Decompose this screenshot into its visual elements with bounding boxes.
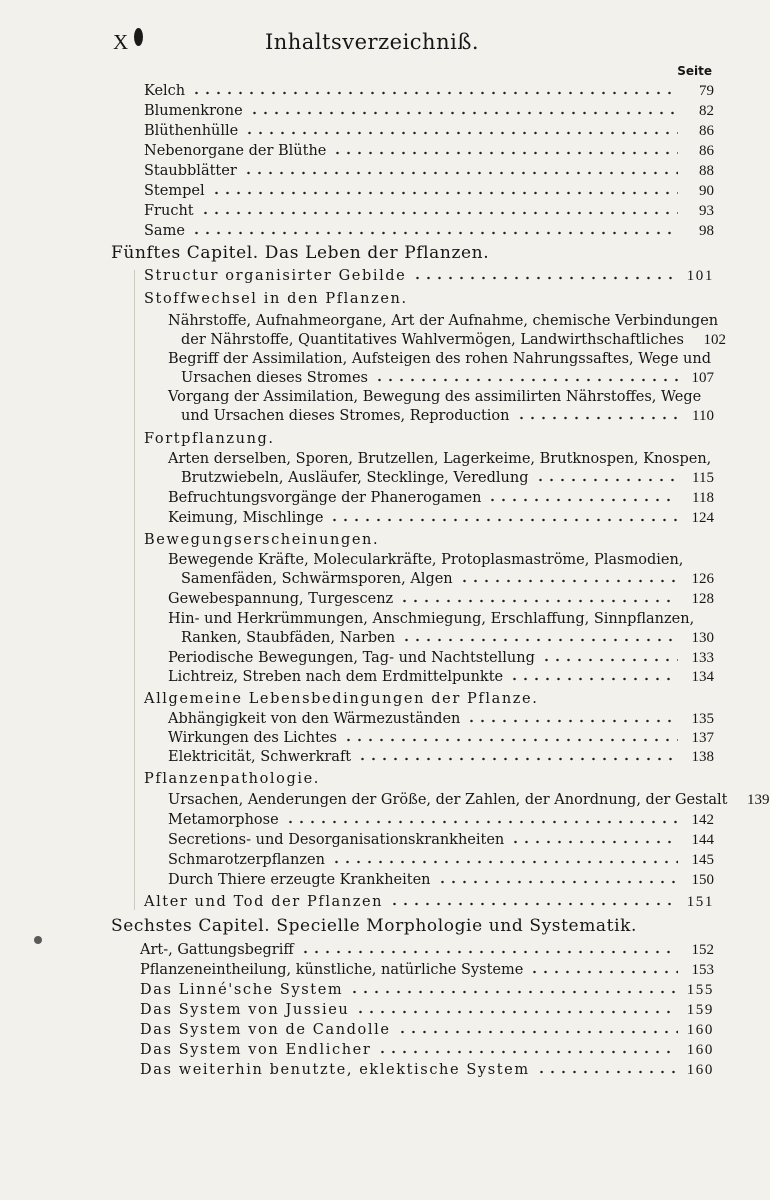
dot-leader (536, 1069, 678, 1075)
toc-entry (168, 746, 714, 766)
toc-entry-page: 153 (691, 962, 714, 978)
dot-leader (529, 969, 678, 975)
toc-section-entry (140, 999, 714, 1019)
dot-leader (211, 190, 678, 196)
dot-leader (329, 517, 678, 523)
toc-entry-page: 160 (686, 1042, 714, 1058)
dot-leader (643, 925, 678, 931)
toc-entry-title: Allgemeine Lebensbedingungen der Pflanze. (144, 691, 539, 707)
toc-entry-title: Metamorphose (168, 812, 279, 828)
toc-entry-title: Arten derselben, Sporen, Brutzellen, Lagerkeime, Brutknospen, Knospen, (168, 451, 712, 467)
toc-entry-page: 90 (699, 183, 714, 199)
toc-entry-title: Frucht (144, 203, 194, 219)
toc-section-entry (140, 979, 714, 999)
toc-entry-page: 124 (691, 510, 714, 526)
toc-entry-page: 155 (686, 982, 714, 998)
toc-entry-page: 142 (691, 812, 714, 828)
toc-entry-title: Brutzwiebeln, Ausläufer, Stecklinge, Veredlung (181, 470, 529, 486)
toc-entry-page: 139 (747, 792, 770, 808)
toc-entry (144, 80, 714, 100)
toc-entry (181, 329, 726, 349)
toc-entry (144, 140, 714, 160)
toc-entry (144, 100, 714, 120)
toc-section-entry (144, 529, 714, 549)
toc-section-entry (140, 1039, 714, 1059)
toc-entry (144, 180, 714, 200)
toc-entry (168, 789, 770, 809)
toc-entry-title: Same (144, 223, 185, 239)
toc-entry-page: 79 (699, 83, 714, 99)
toc-entry (168, 487, 714, 507)
toc-entry-page: 152 (691, 942, 714, 958)
toc-entry-title: Kelch (144, 83, 186, 99)
toc-entry-page: 102 (703, 332, 726, 348)
toc-entry-page: 151 (686, 894, 714, 910)
toc-entry (181, 405, 714, 425)
toc-section-entry (144, 688, 714, 708)
toc-entry-title: Secretions- und Desorganisationskrankheiten (168, 832, 505, 848)
toc-entry-title: Gewebespannung, Turgescenz (168, 591, 394, 607)
toc-entry-page: 159 (686, 1002, 714, 1018)
toc-entry-page: 86 (699, 143, 714, 159)
toc-entry-title: Nährstoffe, Aufnahmeorgane, Art der Aufnahme, chemische Verbindungen (168, 313, 719, 329)
toc-entry (181, 568, 714, 588)
toc-entry-title: Das System von Jussieu (140, 1002, 350, 1018)
toc-section-entry (144, 428, 714, 448)
toc-entry (168, 448, 714, 468)
toc-entry-page: 160 (686, 1062, 714, 1078)
toc-entry (140, 939, 714, 959)
toc-entry-page: 110 (692, 408, 714, 424)
toc-entry-page: 88 (699, 163, 714, 179)
toc-entry (168, 708, 714, 728)
dot-leader (389, 901, 678, 907)
toc-entry-title: Alter und Tod der Pflanzen (144, 894, 384, 910)
toc-entry (168, 829, 714, 849)
toc-entry-title: Structur organisirter Gebilde (144, 268, 407, 284)
toc-entry-title: Abhängigkeit von den Wärmezuständen (168, 711, 461, 727)
dot-leader (374, 377, 678, 383)
toc-entry-title: Stoffwechsel in den Pflanzen. (144, 291, 408, 307)
dot-leader (397, 1029, 678, 1035)
dot-leader (343, 737, 678, 743)
toc-entry-title: Art-, Gattungsbegriff (140, 942, 294, 958)
toc-entry (181, 627, 714, 647)
toc-entry-page: 118 (692, 490, 714, 506)
dot-leader (541, 657, 678, 663)
toc-entry-page: 126 (691, 571, 714, 587)
toc-entry-page: 98 (699, 223, 714, 239)
dot-leader (243, 170, 678, 176)
dot-leader (191, 230, 678, 236)
toc-entry-title: Stempel (144, 183, 205, 199)
toc-entry-title: Das System von de Candolle (140, 1022, 391, 1038)
dot-leader (377, 1049, 678, 1055)
toc-entry-page: 144 (691, 832, 714, 848)
toc-entry-title: Wirkungen des Lichtes (168, 730, 337, 746)
toc-entry (168, 549, 714, 569)
toc-entry-page: 150 (691, 872, 714, 888)
dot-leader (249, 110, 678, 116)
dot-leader (385, 539, 678, 545)
dot-leader (244, 130, 678, 136)
toc-entry-page: 133 (691, 650, 714, 666)
dot-leader (487, 497, 678, 503)
toc-entry-title: Bewegungserscheinungen. (144, 532, 380, 548)
dot-leader (326, 778, 678, 784)
toc-entry-title: Periodische Bewegungen, Tag- und Nachtstellung (168, 650, 535, 666)
toc-section-entry (144, 265, 714, 285)
toc-entry (168, 588, 714, 608)
toc-entry-page: 107 (691, 370, 714, 386)
toc-entry-title: Ranken, Staubfäden, Narben (181, 630, 396, 646)
dot-leader (466, 718, 678, 724)
toc-entry-title: Nebenorgane der Blüthe (144, 143, 327, 159)
toc-section-entry (140, 1019, 714, 1039)
toc-entry (144, 220, 714, 240)
dot-leader (495, 252, 678, 258)
toc-entry-title: Sechstes Capitel. Specielle Morphologie und Systematik. (111, 916, 638, 936)
toc-entry-page: 128 (691, 591, 714, 607)
toc-entry-title: und Ursachen dieses Stromes, Reproduction (181, 408, 510, 424)
toc-entry (181, 367, 714, 387)
toc-entry-title: Schmarotzerpflanzen (168, 852, 325, 868)
toc-entry (168, 809, 714, 829)
dot-leader (401, 637, 678, 643)
toc-entry (168, 666, 714, 686)
toc-entry-page: 138 (691, 749, 714, 765)
toc-entry-page: 93 (699, 203, 714, 219)
toc-entry-title: Das Linné'sche System (140, 982, 344, 998)
toc-entry-title: der Nährstoffe, Quantitatives Wahlvermögen, Landwirthschaftliches (181, 332, 684, 348)
toc-entry-title: Befruchtungsvorgänge der Phanerogamen (168, 490, 482, 506)
dot-leader (349, 989, 678, 995)
toc-entry-title: Elektricität, Schwerkraft (168, 749, 352, 765)
toc-entry-title: Begriff der Assimilation, Aufsteigen des rohen Nahrungssaftes, Wege und (168, 351, 711, 367)
dot-leader (281, 438, 678, 444)
toc-entry-title: Vorgang der Assimilation, Bewegung des assimilirten Nährstoffes, Wege (168, 389, 702, 405)
toc-entry-title: Pflanzeneintheilung, künstliche, natürliche Systeme (140, 962, 524, 978)
toc-entry-page: 135 (691, 711, 714, 727)
toc-entry-title: Hin- und Herkrümmungen, Anschmiegung, Erschlaffung, Sinnpflanzen, (168, 611, 695, 627)
toc-entry-page: 130 (691, 630, 714, 646)
dot-leader (544, 698, 678, 704)
dot-leader (510, 839, 678, 845)
toc-entry-page: 137 (691, 730, 714, 746)
toc-entry-title: Staubblätter (144, 163, 237, 179)
dot-leader (412, 275, 678, 281)
toc-entry-page: 115 (692, 470, 714, 486)
toc-entry (168, 849, 714, 869)
dot-leader (300, 949, 678, 955)
dot-leader (535, 477, 678, 483)
toc-entry (168, 348, 714, 368)
toc-entry (168, 869, 714, 889)
page-number: X (113, 30, 129, 54)
toc-entry-title: Samenfäden, Schwärmsporen, Algen (181, 571, 453, 587)
toc-entry (140, 959, 714, 979)
toc-entry-page: 145 (691, 852, 714, 868)
toc-entry (168, 310, 719, 330)
toc-section-entry (144, 288, 714, 308)
toc-entry (168, 386, 714, 406)
toc-entry-title: Blumenkrone (144, 103, 243, 119)
toc-entry (144, 120, 714, 140)
toc-entry-title: Durch Thiere erzeugte Krankheiten (168, 872, 431, 888)
dot-leader (332, 150, 678, 156)
dot-leader (437, 879, 678, 885)
toc-entry (168, 507, 714, 527)
toc-entry-title: Bewegende Kräfte, Molecularkräfte, Protoplasmaströme, Plasmodien, (168, 552, 684, 568)
toc-entry-page: 134 (691, 669, 714, 685)
toc-entry-title: Blüthenhülle (144, 123, 239, 139)
toc-entry (168, 727, 714, 747)
dot-leader (414, 298, 678, 304)
toc-entry-title: Fortpflanzung. (144, 431, 275, 447)
toc-entry-page: 86 (699, 123, 714, 139)
page-column-label: Seite (677, 64, 712, 78)
toc-entry-title: Das System von Endlicher (140, 1042, 372, 1058)
toc-section-entry (144, 891, 714, 911)
toc-entry-title: Ursachen, Aenderungen der Größe, der Zahlen, der Anordnung, der Gestalt (168, 792, 728, 808)
toc-entry-title: Pflanzenpathologie. (144, 771, 321, 787)
toc-section-entry (144, 768, 714, 788)
toc-entry-title: Keimung, Mischlinge (168, 510, 324, 526)
toc-chapter-heading (111, 915, 714, 935)
toc-section-entry (140, 1059, 714, 1079)
dot-leader (399, 598, 678, 604)
running-title: Inhaltsverzeichniß. (264, 30, 480, 54)
toc-entry (168, 647, 714, 667)
dot-leader (357, 756, 678, 762)
toc-entry-title: Lichtreiz, Streben nach dem Erdmittelpunkte (168, 669, 504, 685)
toc-entry-title: Fünftes Capitel. Das Leben der Pflanzen. (111, 243, 490, 263)
dot-leader (459, 578, 678, 584)
toc-entry-page: 82 (699, 103, 714, 119)
dot-leader (355, 1009, 678, 1015)
dot-leader (285, 819, 678, 825)
dot-leader (516, 415, 679, 421)
toc-entry (144, 160, 714, 180)
dot-leader (191, 90, 678, 96)
dot-leader (200, 210, 678, 216)
dot-leader (509, 676, 678, 682)
toc-entry-title: Das weiterhin benutzte, eklektische System (140, 1062, 530, 1078)
toc-entry-page: 160 (686, 1022, 714, 1038)
toc-entry (144, 200, 714, 220)
toc-entry-title: Ursachen dieses Stromes (181, 370, 368, 386)
toc-entry (181, 467, 714, 487)
toc-chapter-heading (111, 242, 714, 262)
toc-entry (168, 608, 714, 628)
dot-leader (331, 859, 678, 865)
toc-entry-page: 101 (686, 268, 714, 284)
